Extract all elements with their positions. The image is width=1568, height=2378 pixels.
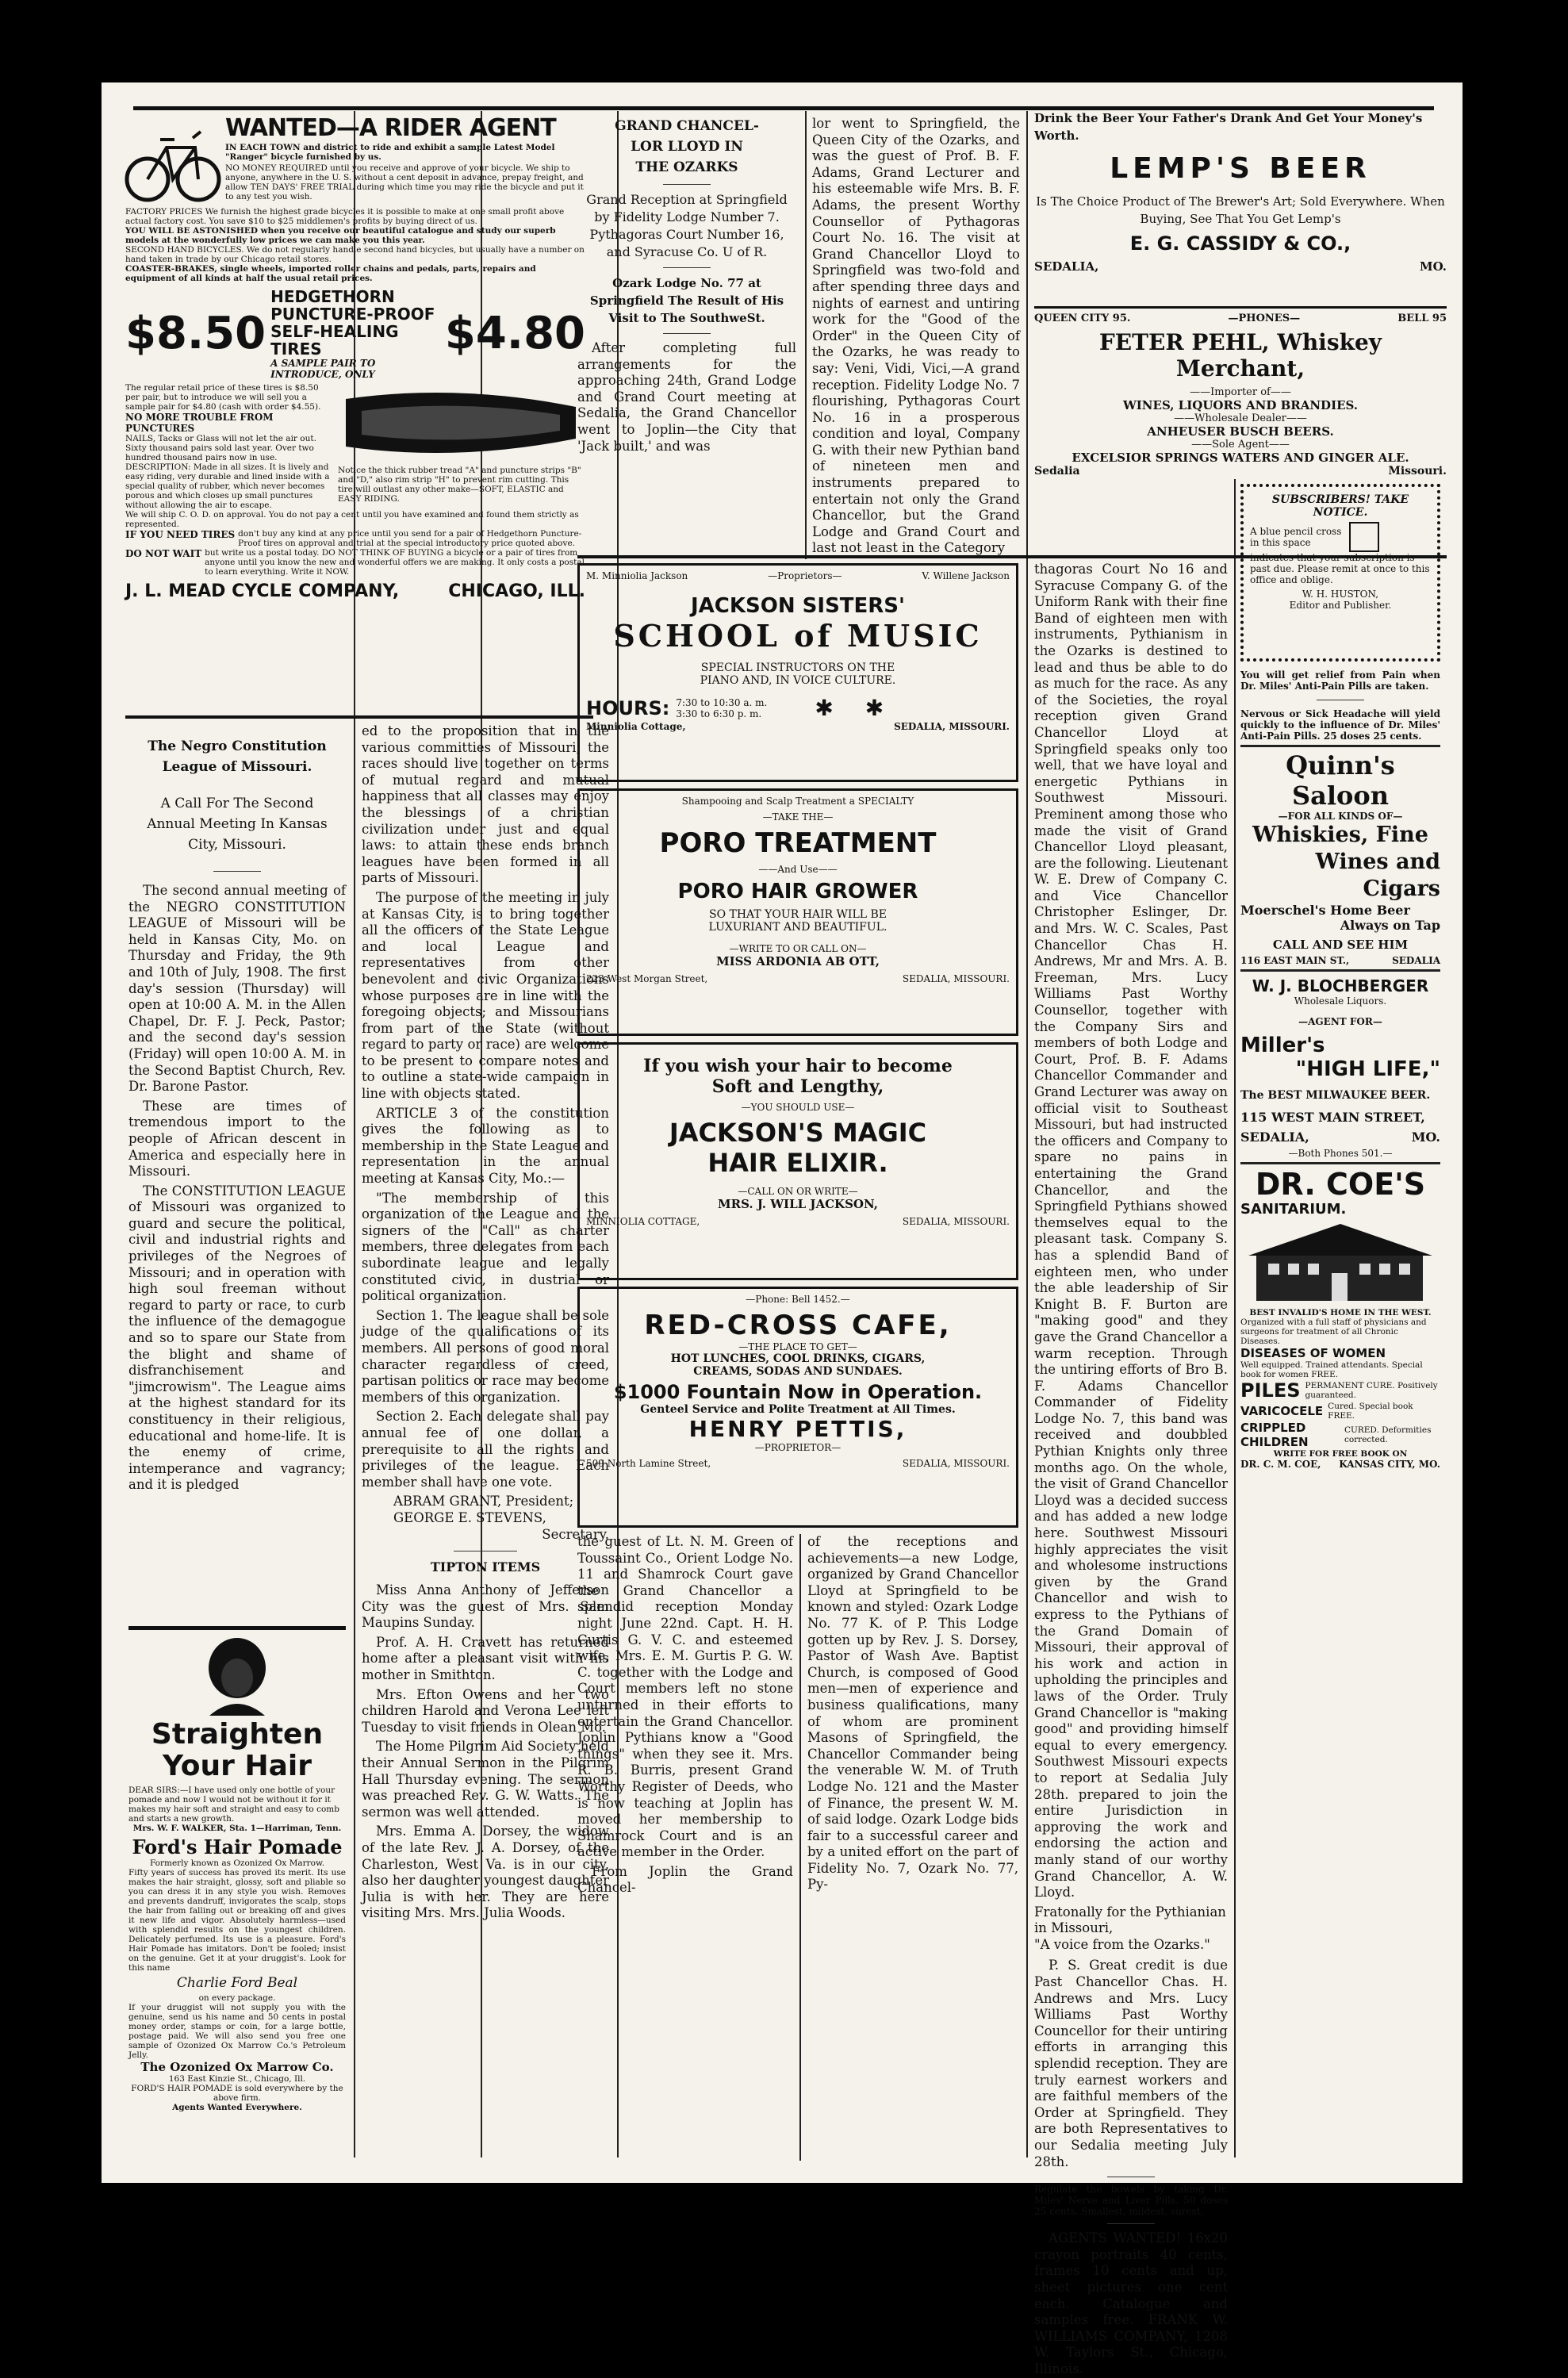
coe-crippled: CRIPPLED CHILDREN [1240, 1421, 1309, 1449]
joplin-text: the guest of Lt. N. M. Green of Toussaint Co., Orient Lodge No. 11 and Shamrock Court gave the Grand Chancellor a splendid reception Monday night June 22nd. Capt. H. H. Curtis G. V. C. and esteemed wife, Mrs. E. M. Gurtis P. G. W. C. together with the Lodge and Court members left no stone unturned in their efforts to entertain the Grand Chancellor. Joplin Pythians know a "Good things" when they see it. Mrs. R. B. Burris, present Grand Worthy Register of Deeds, who is now teaching at Joplin has moved her membership to Shamrock Court and is an active member in the Order. [577, 1534, 793, 1860]
pythian-ps: P. S. Great credit is due Past Chancellor Chas. H. Andrews and Mrs. Lucy Williams Past Worthy Councellor for their untiring efforts in arranging this splendid reception. They are truly earnest workers and are faithful members of the Order at Springfield. They are both Representatives to our Sedalia meeting July 28th. [1034, 1958, 1228, 2169]
article-ozark-lodge [807, 1534, 1018, 2167]
ad-quinns-saloon [1240, 750, 1440, 966]
tire-section-icon [338, 383, 584, 462]
straighten-address: 163 East Kinzie St., Chicago, Ill. [168, 2074, 306, 2084]
bloch-address: 115 WEST MAIN STREET, [1240, 1110, 1425, 1125]
rider-para1: NO MONEY REQUIRED until you receive and approve of your bicycle. We ship to anyone, anywhere in the U. S. without a cent deposit in advance, prepay freight, and allow TEN DAYS' FREE TRIAL during which time you may ride the bicycle and put it to any test you wish. [225, 163, 584, 201]
coe-women-text: Well equipped. Trained attendants. Special book for women FREE. [1240, 1360, 1423, 1379]
pehl-phones: —PHONES— [1228, 313, 1301, 324]
lloyd-b-p1: lor went to Springfield, the Queen City of the Ozarks, and was the guest of Prof. B. F. Adams, Grand Lecturer and his esteemable wife Mrs. B. F. Adams, the present Worthy Counsellor of Pythagoras Court No. 16. The visit at Grand Chancellor Lloyd to Springfield was two-fold and after spending three days and nights of earnest and untiring work for the "Good of the Order" in the Queen City of the Ozarks, he was ready to say: Veni, Vidi, Vici,—A grand reception. Fidelity Lodge No. 7 flourishing, Pythagoras Court No. 16 in a prosperous condition and loyal, Company G. with their new Pythian band of nineteen men and instruments prepared to entertain not only the Grand Chancellor, but the Grand Lodge and Grand Court and last not least in the Category [812, 116, 1020, 556]
pehl-wholesale: ——Wholesale Dealer—— [1174, 412, 1307, 424]
ad-school-of-music [577, 563, 1018, 782]
quinn-call: CALL AND SEE HIM [1272, 938, 1409, 952]
lloyd-headline-1: GRAND CHANCEL- [615, 118, 759, 134]
tires-offer: A SAMPLE PAIR TO INTRODUCE, ONLY [270, 358, 376, 380]
bloch-agent: —AGENT FOR— [1298, 1016, 1382, 1027]
quinn-tap: Always on Tap [1340, 918, 1440, 933]
ad-dr-coes-sanitarium [1240, 1168, 1440, 1470]
league-signer-2: GEORGE E. STEVENS, [393, 1509, 546, 1525]
cafe-place: —THE PLACE TO GET— [738, 1341, 857, 1352]
music-proprietor-right: V. Willene Jackson [922, 570, 1010, 581]
straighten-formerly: Formerly known as Ozonized Ox Marrow. [149, 1858, 325, 1868]
elixir-cottage: MINNIOLIA COTTAGE, [586, 1216, 700, 1227]
straighten-bottom: FORD'S HAIR POMADE is sold everywhere by the above firm. [131, 2084, 343, 2103]
music-hours-1: 7:30 to 10:30 a. m. [676, 696, 768, 708]
ad-rider-agent [125, 116, 585, 711]
cafe-phone: —Phone: Bell 1452.— [746, 1294, 850, 1305]
pythian-sign-1: Fratonally for the Pythianian [1034, 1904, 1226, 1920]
bowels-notice: Regulate the bowels by taking Dr. Miles' Nerve and Liver Pills. 50 doses 25 cents. Smallest, mildest, surest. [1034, 2184, 1228, 2218]
bloch-city: SEDALIA, [1240, 1130, 1309, 1145]
cafe-items-2: CREAMS, SODAS AND SUNDAES. [693, 1365, 903, 1378]
sanitarium-building-icon [1240, 1218, 1440, 1305]
tires-notice: Notice the thick rubber tread "A" and puncture strips "B" and "D," also rim strip "H" to prevent rim cutting. This tire will outlast any other make—SOFT, ELASTIC and EASY RIDING. [338, 466, 581, 504]
notice-editor: W. H. HUSTON, [1302, 589, 1379, 600]
ad-red-cross-cafe [577, 1287, 1018, 1528]
cafe-proprietor: —PROPRIETOR— [754, 1442, 842, 1453]
column-2 [362, 723, 609, 2167]
music-cottage: Minniolia Cottage, [586, 721, 686, 732]
league-p1: The second annual meeting of the NEGRO CONSTITUTION LEAGUE of Missouri will be held in Kansas City, Mo. on Thursday and Friday, the 9th and 10th of July, 1908. The first day's session (Thursday) will open at 10:00 A. M. in the Allen Chapel, Dr. F. J. Peck, Pastor; and the second day's session (Friday) will open 10:00 A. M. in the Second Baptist Church, Rev. Dr. Barone Pastor. [128, 883, 346, 1095]
pehl-phone-left: QUEEN CITY 95. [1034, 313, 1131, 324]
pythian-sign-2: in Missouri, [1034, 1920, 1114, 1936]
elixir-should: —YOU SHOULD USE— [741, 1102, 855, 1113]
straighten-testimonial-sig: Mrs. W. F. WALKER, Sta. 1—Harriman, Tenn. [132, 1824, 342, 1833]
cafe-service: Genteel Service and Polite Treatment at All Times. [640, 1403, 956, 1416]
lemp-title: LEMP'S BEER [1110, 152, 1371, 185]
music-proprietors: —Proprietors— [768, 570, 842, 581]
poro-name: MISS ARDONIA AB OTT, [716, 954, 880, 968]
coe-title: DR. COE'S [1255, 1167, 1426, 1202]
music-proprietor-left: M. Minniolia Jackson [586, 570, 688, 581]
straighten-package: on every package. [198, 1993, 276, 2003]
tires-price-left: $8.50 [125, 308, 266, 359]
asterism-icon: ✱✱ [815, 695, 916, 721]
league-cont-p4: "The membership of this organization of the League and the signers of the "Call" as charter members, three delegates from each subordinate league and legally constituted civic, in dustrial or political organization. [362, 1190, 609, 1304]
pehl-title: FETER PEHL, Whiskey Merchant, [1098, 329, 1382, 382]
tires-city: CHICAGO, ILL. [448, 581, 585, 601]
coe-varicocele: VARICOCELE [1240, 1404, 1324, 1418]
rider-astonished: YOU WILL BE ASTONISHED when you receive our beautiful catalogue and study our superb models at the wonderfully low prices we can make you this year. [125, 226, 556, 245]
poro-so-2: LUXURIANT AND BEAUTIFUL. [708, 921, 888, 934]
pehl-importer: ——Importer of—— [1190, 386, 1291, 398]
poro-grower: PORO HAIR GROWER [677, 880, 918, 903]
notice-line-1: A blue pencil cross [1250, 526, 1342, 537]
tipton-p1: Miss Anna Anthony of Jefferson City was the guest of Mrs. Sam Maupins Sunday. [362, 1582, 609, 1631]
music-special-2: PIANO AND, IN VOICE CULTURE. [700, 674, 896, 687]
tires-need-text: don't buy any kind at any price until you send for a pair of Hedgethorn Puncture-Proof tires on approval and trial at the special introductory price quoted above. [238, 529, 582, 548]
tipton-p5: Mrs. Emma A. Dorsey, the widow of the late Rev. J. A. Dorsey, of the Charleston, West Va. is in our city, also her daughter youngest daughter Julia is with her. They are here visiting Mrs. Mrs. Julia Woods. [362, 1824, 609, 1921]
tires-wait-text: but write us a postal today. DO NOT THINK OF BUYING a bicycle or a pair of tires from anyone until you know the new and wonderful offers we are making. It only costs a postal to learn everything. Write it NOW. [205, 548, 585, 577]
league-cont-p3: ARTICLE 3 of the constitution gives the following as to membership in the State League and representation in the annual meeting at Kansas City, Mo.:— [362, 1105, 609, 1187]
column-rule [805, 111, 807, 559]
coe-sub: SANITARIUM. [1240, 1201, 1347, 1218]
lloyd-p1: After completing full arrangements for the approaching 24th, Grand Lodge and Grand Court meeting at Sedalia, the Grand Chancellor went to Joplin—the City that 'Jack built,' and was [577, 340, 796, 454]
rider-factory-prices: FACTORY PRICES We furnish the highest grade bicycles it is possible to make at one small profit above actual factory cost. You save $10 to $25 middlemen's profits by buying direct of us. [125, 207, 565, 226]
tires-no-more: NO MORE TROUBLE FROM PUNCTURES [125, 412, 274, 434]
nervous-notice: Nervous or Sick Headache will yield quickly to the influence of Dr. Miles' Anti-Pain Pills. 25 doses 25 cents. [1240, 708, 1440, 742]
bloch-sub: Wholesale Liquors. [1294, 995, 1387, 1007]
pythian-sign-3: "A voice from the Ozarks." [1034, 1936, 1210, 1952]
cafe-fountain: $1000 Fountain Now in Operation. [613, 1381, 983, 1403]
pythian-p1: thagoras Court No 16 and Syracuse Company G. of the Uniform Rank with their fine Band of eighteen men with instruments, Pythianism in the Ozarks is destined to lead and thus be able to do as much for the race. As any of the Societies, the royal reception given Grand Chancellor Lloyd at Springfield speaks only too well, that we have loyal and energetic Pythians in Southwest Missouri. Preminent among those who made the visit of Grand Chancellor Lloyd pleasant, are the following. Lieutenant W. E. Drew of Company C. and Vice Chancellor Christopher Eslinger, Dr. and Mrs. W. C. Scales, Past Chancellor Chas H. Andrews, Mr and Mrs. A. B. Freeman, Mrs. Lucy Williams Past Worthy Counsellor, together with the Company Sirs and members of both Lodge and Court, Prof. B. F. Adams Chancellor Commander and Grand Lecturer was away on official visit to Southeast Missouri, but had instructed the officers and Company to spare no pains in entertaining the Grand Chancellor, and the Springfield Pythians showed themselves equal to the pleasant task. Company S. has a splendid Band of eighteen men, who under the able leadership of Sir Knight B. F. Burton are "making good" and they gave the Grand Chancellor a warm reception. Through the untiring efforts of Bro B. F. Adams Chancellor Commander of Fidelity Lodge No. 7, this band was received and doubbled Pythian Knights only three months ago. On the whole, the visit of Grand Chancellor Lloyd was a decided success and has added a new lodge here. Southwest Missouri highly appreciates the visit and wholesome instructions given by the Grand Chancellor and wish to express to the Pythians of the Grand Domain of Missouri, their approval of his work and action in upholding the principles and laws of the Order. Truly Grand Chancellor is "making good" and providing himself equal to every emergency. Southwest Missouri expects to report at Sedalia July 28th. prepared to join the entire Jurisdiction in approving the work and endorsing the action and manly stand of our worthy Grand Chancellor, A. W. Lloyd. [1034, 562, 1228, 1900]
league-signer-3: Secretary. [542, 1526, 609, 1542]
straighten-signature: Charlie Ford Beal [176, 1975, 298, 1991]
lloyd-deck-2: Ozark Lodge No. 77 at Springfield The Result of His Visit to The SouthweSt. [589, 276, 784, 325]
league-signer-1: ABRAM GRANT, President; [393, 1494, 574, 1509]
notice-editor-2: Editor and Publisher. [1289, 600, 1392, 611]
quinn-city: SEDALIA [1392, 955, 1440, 966]
column-rule [1234, 479, 1236, 2157]
music-title-2: SCHOOL of MUSIC [613, 618, 983, 654]
poro-city: SEDALIA, MISSOURI. [902, 973, 1010, 984]
lloyd-headline-3: THE OZARKS [635, 159, 738, 175]
straighten-agents: Agents Wanted Everywhere. [172, 2103, 302, 2112]
bloch-best: The BEST MILWAUKEE BEER. [1240, 1089, 1431, 1102]
column-rule [799, 1534, 801, 2161]
poro-address: 223 West Morgan Street, [586, 973, 708, 984]
elixir-title-2: HAIR ELIXIR. [707, 1148, 888, 1178]
league-p3: The CONSTITUTION LEAGUE of Missouri was organized to guard and secure the political, civil and industrial rights and privileges of the Negroes of Missouri; and in operation with high soul freeman without regard to party or race, to curb the influence of the demagogue and so to spare our State from the blight and shame of disfranchisement and "jimcrowism". The League aims at the highest standard for its constituency in their religious, educational and home-life. It is the enemy of crime, intemperance and vagrancy; and it is pledged [128, 1183, 346, 1493]
pehl-beers: ANHEUSER BUSCH BEERS. [1147, 424, 1334, 439]
straighten-druggist: If your druggist will not supply you with the genuine, send us his name and 50 cents in postal money order, stamps or coin, for a large bottle, postage paid. We will also send you free one sample of Ozonized Ox Marrow Co.'s Petroleum Jelly. [128, 2003, 346, 2060]
pehl-excelsior: EXCELSIOR SPRINGS WATERS AND GINGER ALE. [1072, 451, 1409, 465]
column-rule [1026, 111, 1028, 2157]
coe-varicocele-text: Cured. Special book FREE. [1328, 1402, 1413, 1421]
bloch-title: W. J. BLOCHBERGER [1252, 976, 1429, 995]
elixir-title-1: JACKSON'S MAGIC [669, 1118, 927, 1148]
ad-hair-elixir [577, 1042, 1018, 1280]
quinn-home-beer: Moerschel's Home Beer [1240, 903, 1410, 918]
newspaper-page [102, 82, 1463, 2376]
article-lloyd-continued [812, 116, 1020, 557]
poro-so-1: SO THAT YOUR HAIR WILL BE [708, 908, 888, 921]
coe-text: Organized with a full staff of physicians and surgeons for treatment of all Chronic Diseases. [1240, 1317, 1427, 1346]
poro-title: PORO TREATMENT [659, 827, 937, 859]
league-cont-p1: ed to the proposition that in the various committies of Missouri, the races should live together on terms of mutual regard and mutual happiness that all classes may enjoy the blessings of a christian civilization under just and equal laws: to attain these ends branch leagues have been formed in all parts of Missouri. [362, 723, 609, 886]
coe-name: DR. C. M. COE, [1240, 1459, 1321, 1470]
pehl-city: Sedalia [1034, 465, 1080, 478]
straighten-body: Fifty years of success has proved its merit. Its use makes the hair straight, glossy, soft and pliable so you can dress it in any style you wish. Removes and prevents dandruff, invigorates the scalp, stops the hair from falling out or breaking off and gives it new life and vigor. Absolutely harmless—used with splendid results on the youngest children. Delicately perfumed. Its use is a pleasure. Ford's Hair Pomade has imitators. Don't be fooled; insist on the genuine. Get it at your druggist's. Look for this name [128, 1868, 346, 1973]
poro-write: —WRITE TO OR CALL ON— [729, 943, 867, 954]
ad-straighten-hair [128, 1626, 346, 2165]
rider-headline: WANTED—A RIDER AGENT [225, 114, 556, 142]
tires-ship: We will ship C. O. D. on approval. You do not pay a cent until you have examined and found them strictly as represented. [125, 510, 579, 529]
bloch-millers: Miller's [1240, 1034, 1325, 1057]
tipton-p3: Mrs. Efton Owens and her two children Harold and Verona Lee left Tuesday to visit friends in Olean Mo. [362, 1686, 609, 1735]
subscribers-notice [1240, 484, 1440, 662]
tires-nails: NAILS, Tacks or Glass will not let the air out. Sixty thousand pairs sold last year. Over two hundred thousand pairs now in use. [125, 434, 316, 462]
lloyd-headline-2: LOR LLOYD IN [631, 139, 743, 155]
ad-poro-treatment [577, 788, 1018, 1036]
coe-women: DISEASES OF WOMEN [1240, 1346, 1386, 1360]
coe-write: WRITE FOR FREE BOOK ON [1273, 1449, 1408, 1459]
tires-description: DESCRIPTION: Made in all sizes. It is lively and easy riding, very durable and lined inside with a special quality of rubber, which never becomes porous and which closes up small punctures without allowing the air to escape. [125, 462, 330, 510]
lemp-text: Is The Choice Product of The Brewer's Art; Sold Everywhere. When Buying, See That You Get Lemp's [1036, 194, 1445, 226]
tires-title: HEDGETHORN PUNCTURE-PROOF SELF-HEALING TIRES [270, 287, 435, 359]
woman-portrait-icon [201, 1636, 273, 1716]
bicycle-icon [125, 116, 220, 207]
rider-second-hand: SECOND HAND BICYCLES. We do not regularly handle second hand bicycles, but usually have a number on hand taken in trade by our Chicago retail stores. [125, 245, 585, 264]
coe-piles: PILES [1240, 1379, 1301, 1402]
pehl-goods: WINES, LIQUORS AND BRANDIES. [1122, 398, 1359, 412]
coe-piles-text: PERMANENT CURE. Positively guaranteed. [1305, 1381, 1438, 1400]
poro-and-use: ——And Use—— [758, 864, 838, 875]
bloch-phones: —Both Phones 501.— [1288, 1148, 1393, 1159]
notice-title-1: SUBSCRIBERS! TAKE [1271, 493, 1409, 506]
ad-blochberger [1240, 976, 1440, 1159]
league-p2: These are times of tremendous import to the people of African descent in America and especially here in Missouri. [128, 1098, 346, 1179]
notice-line-2: in this space [1250, 537, 1311, 548]
quinn-title: Quinn's Saloon [1286, 750, 1395, 811]
cafe-owner: HENRY PETTIS, [688, 1416, 907, 1442]
straighten-testimonial: DEAR SIRS:—I have used only one bottle of your pomade and now I would not be without it for it makes my hair soft and straight and easy to comb and starts a new growth. [128, 1785, 339, 1824]
ad-feter-pehl [1034, 313, 1447, 479]
league-title: The Negro Constitution League of Missouri. [148, 738, 327, 775]
tipton-p4: The Home Pilgrim Aid Society held their Annual Sermon in the Pilgrim Hall Thursday evening. The sermon was preached Rev. G. W. Watts. The sermon was well attended. [362, 1739, 609, 1820]
straighten-product: Ford's Hair Pomade [132, 1835, 343, 1858]
league-cont-p2: The purpose of the meeting in july at Kansas City, is to bring together all the officers of the State League and local League and representatives from other benevolent and civic Organizations whose purposes are in line with the foregoing objects; and Missourians from part of the State (without regard to party or race) are welcome to be present to compare notes and to outline a state-wide campaign in line with objects stated. [362, 889, 609, 1102]
music-title-1: JACKSON SISTERS' [691, 594, 905, 618]
elixir-name: MRS. J. WILL JACKSON, [718, 1197, 878, 1211]
lemp-tagline: Drink the Beer Your Father's Drank And Get Your Money's Worth. [1034, 111, 1423, 143]
bloch-high-life: "HIGH LIFE," [1295, 1057, 1440, 1081]
column-4 [1034, 562, 1228, 2376]
cafe-title: RED-CROSS CAFE, [644, 1310, 952, 1341]
rider-side-note: IN EACH TOWN and district to ride and exhibit a sample Latest Model "Ranger" bicycle furnished by us. [225, 143, 555, 162]
rule [125, 715, 593, 719]
column-5 [1240, 669, 1440, 2169]
pehl-sole: ——Sole Agent—— [1191, 439, 1290, 451]
music-city: SEDALIA, MISSOURI. [894, 721, 1010, 732]
lemp-dealer: E. G. CASSIDY & CO., [1129, 232, 1351, 255]
article-league [128, 723, 346, 1669]
pehl-state: Missouri. [1388, 465, 1447, 478]
elixir-call: —CALL ON OR WRITE— [738, 1186, 858, 1197]
straighten-headline: Straighten Your Hair [151, 1718, 324, 1782]
tires-regular: The regular retail price of these tires is $8.50 per pair, but to introduce we will sell you a sample pair for $4.80 (cash with order $4.55). [125, 383, 321, 412]
elixir-line-1: If you wish your hair to become [643, 1056, 953, 1076]
ad-lemps-beer [1034, 109, 1447, 300]
agents-wanted: AGENTS WANTED! 16x20 crayon portraits 40 cents, frames 10 cents and up, sheet pictures one cent each. Catalogue and samples free. FRANK W. WILLIAMS COMPANY, 1208 W. Taylors St., Chicago, Illinois. [1034, 2230, 1228, 2376]
poro-take: —TAKE THE— [762, 811, 834, 823]
tires-price-right: $4.80 [444, 308, 585, 359]
quinn-whiskies: Whiskies, Fine [1252, 823, 1428, 847]
tires-header [125, 288, 585, 380]
elixir-line-2: Soft and Lengthy, [711, 1076, 884, 1097]
coe-crippled-text: CURED. Deformities corrected. [1344, 1425, 1432, 1444]
article-joplin [577, 1534, 793, 2167]
tipton-title: TIPTON ITEMS [430, 1559, 541, 1575]
quinn-for-all: —FOR ALL KINDS OF— [1278, 811, 1403, 822]
quinn-wines: Wines and Cigars [1315, 850, 1440, 901]
pain-notice: You will get relief from Pain when Dr. Miles' Anti-Pain Pills are taken. [1240, 669, 1440, 692]
article-lloyd [577, 116, 796, 557]
lemp-city: SEDALIA, [1034, 259, 1099, 274]
tipton-p2: Prof. A. H. Cravett has returned home after a pleasant visit with his mother in Smithton. [362, 1634, 609, 1683]
coe-address: KANSAS CITY, MO. [1339, 1459, 1440, 1470]
pehl-phone-right: BELL 95 [1397, 313, 1447, 324]
lloyd-deck: Grand Reception at Springfield by Fidelity Lodge Number 7. Pythagoras Court Number 16, and Syracuse Co. U of R. [586, 192, 788, 259]
tires-company: J. L. MEAD CYCLE COMPANY, [125, 581, 400, 601]
lemp-state: MO. [1419, 259, 1447, 274]
notice-title-2: NOTICE. [1313, 506, 1368, 519]
tires-do-not-wait: DO NOT WAIT [125, 548, 202, 559]
blue-pencil-box [1349, 522, 1379, 552]
cafe-items-1: HOT LUNCHES, COOL DRINKS, CIGARS, [670, 1352, 926, 1365]
cafe-address: 509 North Lamine Street, [586, 1458, 711, 1469]
rider-coaster: COASTER-BRAKES, single wheels, imported roller chains and pedals, parts, repairs and equipment of all kinds at half the usual retail prices. [125, 264, 536, 283]
ozark-text: of the receptions and achievements—a new Lodge, organized by Grand Chancellor Lloyd at Springfield to be known and styled: Ozark Lodge No. 77 K. of P. This Lodge gotten up by Rev. J. S. Dorsey, Pastor of Wash Ave. Baptist Church, is composed of Good men—men of experience and business qualifications, many of whom are prominent Masons of Springfield, the Chancellor Commander being the venerable W. M. of Truth Lodge No. 121 and the Master of Finance, the present W. M. of said lodge. Ozark Lodge bids fair to a successful career and by a united effort on the part of Fidelity No. 7, Ozark No. 77, Py- [807, 1534, 1018, 1893]
rule [1034, 306, 1447, 309]
music-hours-label: HOURS: [586, 696, 670, 719]
bloch-state: MO. [1411, 1130, 1440, 1145]
music-special-1: SPECIAL INSTRUCTORS ON THE [700, 662, 895, 674]
joplin-continued: From Joplin the Grand Chancel- [577, 1863, 793, 1896]
quinn-address: 116 EAST MAIN ST., [1240, 955, 1350, 966]
notice-line-3: indicates that your subscription is past due. Please remit at once to this office and oblige. [1250, 552, 1430, 585]
straighten-company: The Ozonized Ox Marrow Co. [140, 2060, 334, 2074]
cafe-city: SEDALIA, MISSOURI. [902, 1458, 1010, 1469]
league-cont-p6: Section 2. Each delegate shall pay annual fee of one dollar, a prerequisite to all the rights and privileges of the league. Each member shall have one vote. [362, 1409, 609, 1490]
league-cont-p5: Section 1. The league shall be sole judge of the qualifications of its members. All persons of good moral character regardless of creed, partisan politics or race may become members of this organization. [362, 1307, 609, 1405]
tires-need: IF YOU NEED TIRES [125, 529, 236, 540]
coe-best: BEST INVALID'S HOME IN THE WEST. [1249, 1308, 1432, 1317]
music-hours-2: 3:30 to 6:30 p. m. [676, 708, 762, 719]
poro-top: Shampooing and Scalp Treatment a SPECIALTY [681, 796, 914, 807]
elixir-city: SEDALIA, MISSOURI. [902, 1216, 1010, 1227]
league-subtitle: A Call For The Second Annual Meeting In Kansas City, Missouri. [147, 796, 328, 853]
